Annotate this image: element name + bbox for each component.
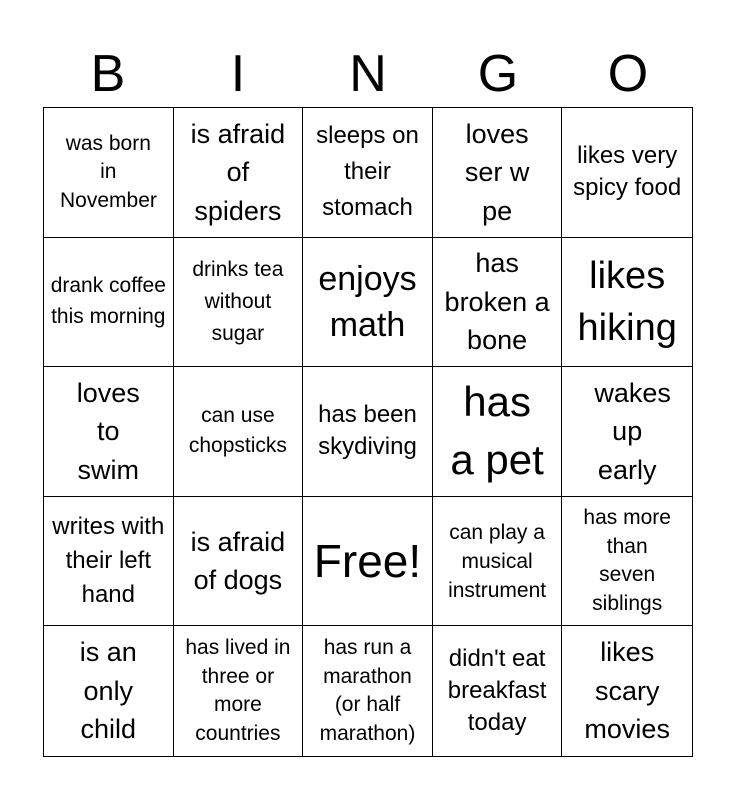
header-letter-n: N <box>349 45 387 103</box>
free-space-label: Free! <box>313 535 422 588</box>
cell-text: is afraid of spiders <box>190 118 286 226</box>
header-letter-o: O <box>607 45 649 103</box>
bingo-cell-r4c5[interactable] <box>562 497 692 627</box>
bingo-cell-r2c4[interactable] <box>433 238 563 368</box>
cell-text: likes very spicy food <box>573 142 682 202</box>
bingo-cell-r3c3[interactable] <box>303 367 433 497</box>
bingo-cell-r1c4[interactable] <box>433 108 563 238</box>
bingo-cell-r3c5[interactable] <box>562 367 692 497</box>
header-letter-i: I <box>230 45 246 103</box>
cell-text: has more than seven siblings <box>583 506 671 615</box>
bingo-board <box>43 107 693 757</box>
bingo-cell-r5c2[interactable] <box>174 626 304 756</box>
cell-text: sleeps on their stomach <box>316 122 419 222</box>
bingo-cell-r5c1[interactable] <box>44 626 174 756</box>
bingo-cell-r2c3[interactable] <box>303 238 433 368</box>
bingo-cell-r5c5[interactable] <box>562 626 692 756</box>
header-letter-g: G <box>477 45 519 103</box>
bingo-cell-r2c5[interactable] <box>562 238 692 368</box>
bingo-cell-r5c4[interactable] <box>433 626 563 756</box>
cell-text: is an only child <box>79 637 137 745</box>
cell-text: drank coffee this morning <box>50 274 166 328</box>
cell-text: likes scary movies <box>584 637 670 745</box>
cell-text: can play a musical instrument <box>448 520 547 602</box>
cell-text: wakes up early <box>594 377 671 485</box>
cell-text: can use chopsticks <box>188 404 287 458</box>
bingo-cell-r1c1[interactable] <box>44 108 174 238</box>
cell-text: loves ser w pe <box>464 118 530 226</box>
bingo-cell-r3c2[interactable] <box>174 367 304 497</box>
cell-text: loves to swim <box>76 377 140 485</box>
bingo-cell-r1c5[interactable] <box>562 108 692 238</box>
cell-text: enjoys math <box>318 259 417 344</box>
bingo-cell-r5c3[interactable] <box>303 626 433 756</box>
bingo-cell-r3c1[interactable] <box>44 367 174 497</box>
cell-text: was born in November <box>60 131 157 212</box>
cell-text: has been skydiving <box>318 401 417 461</box>
bingo-header <box>43 40 693 108</box>
cell-text: writes with their left hand <box>52 513 165 609</box>
cell-text: has a pet <box>450 378 544 484</box>
bingo-cell-r4c1[interactable] <box>44 497 174 627</box>
cell-text: has run a marathon (or half marathon) <box>319 636 416 745</box>
bingo-cell-r3c4[interactable] <box>433 367 563 497</box>
bingo-cell-r1c2[interactable] <box>174 108 304 238</box>
cell-text: is afraid of dogs <box>190 526 286 596</box>
bingo-cell-r4c2[interactable] <box>174 497 304 627</box>
cell-text: didn't eat breakfast today <box>447 645 547 737</box>
bingo-cell-r2c1[interactable] <box>44 238 174 368</box>
bingo-cell-r4c4[interactable] <box>433 497 563 627</box>
cell-text: has broken a bone <box>444 248 550 356</box>
cell-text: has lived in three or more countries <box>185 636 291 745</box>
cell-text: drinks tea without sugar <box>192 257 284 345</box>
bingo-cell-r2c2[interactable] <box>174 238 304 368</box>
cell-text: likes hiking <box>577 254 677 349</box>
bingo-cell-r4c3 free-space[interactable] <box>303 497 433 627</box>
header-letter-b: B <box>90 45 126 103</box>
bingo-cell-r1c3[interactable] <box>303 108 433 238</box>
